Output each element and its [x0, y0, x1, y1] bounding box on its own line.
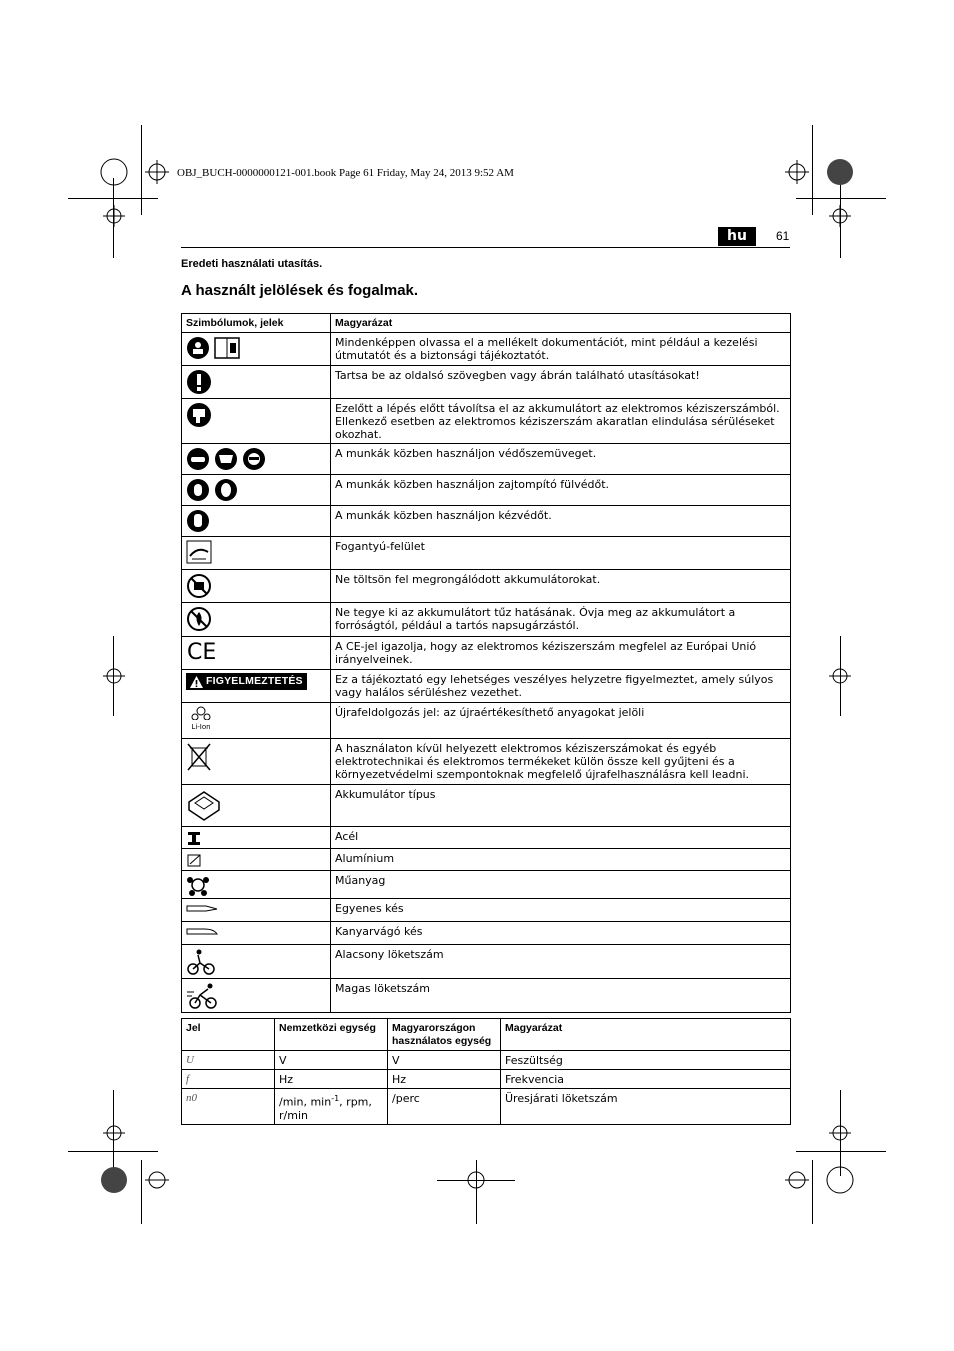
row-text: Akkumulátor típus	[331, 785, 791, 827]
grip-surface-icon	[186, 540, 212, 564]
recycling-liion-icon	[186, 706, 216, 731]
header-symbols: Szimbólumok, jelek	[182, 314, 331, 333]
cell-meaning: Frekvencia	[501, 1070, 791, 1089]
ear-protection-icon-2	[214, 478, 238, 502]
row-text: Ezelőtt a lépés előtt távolítsa el az akkumulátort az elektromos kéziszerszámból. Ellenkező esetben az elektromos kéziszerszám akaratlan elindulása sérüléseket okozhat.	[331, 399, 791, 444]
low-speed-bike-icon	[186, 948, 216, 976]
cell-hungarian: V	[388, 1051, 501, 1070]
international-unit-a: /min, min	[279, 1095, 332, 1109]
plastic-pvc-icon	[186, 874, 210, 896]
row-text: A használaton kívül helyezett elektromos kéziszerszámokat és egyéb elektrotechnikai és elektromos termékeket külön össze kell gyűjteni és a környezetvédelmi szempontoknak megfelelő újrafelhasználásra kell leadni.	[331, 739, 791, 785]
row-text: A CE-jel igazolja, hogy az elektromos kéziszerszám megfelel az Európai Unió irányelveinek.	[331, 637, 791, 670]
table-row	[182, 849, 791, 871]
crossed-bin-icon	[186, 742, 212, 772]
remove-battery-icon	[186, 402, 212, 428]
row-text: Fogantyú-felület	[331, 537, 791, 570]
header-rule	[181, 247, 790, 248]
table-row	[182, 739, 791, 785]
ce-mark-icon	[186, 640, 216, 662]
row-text: Mindenképpen olvassa el a mellékelt dokumentációt, mint például a kezelési útmutatót és a biztonsági tájékoztatót.	[331, 333, 791, 366]
table-row	[182, 899, 791, 922]
gloves-icon	[186, 509, 210, 533]
table-row	[182, 637, 791, 670]
page-number: 61	[776, 229, 790, 243]
book-info-line: OBJ_BUCH-0000000121-001.book Page 61 Friday, May 24, 2013 9:52 AM	[177, 167, 514, 179]
row-text: A munkák közben használjon védőszemüveget.	[331, 444, 791, 475]
table-row	[182, 827, 791, 849]
no-fire-icon	[186, 606, 212, 632]
read-manual-icon	[186, 336, 210, 360]
cell-hungarian: Hz	[388, 1070, 501, 1089]
row-text: Tartsa be az oldalsó szövegben vagy ábrán található utasításokat!	[331, 366, 791, 399]
table-header-row	[182, 1019, 791, 1051]
international-unit-sup: -1	[331, 1094, 340, 1103]
row-text: Alacsony löketszám	[331, 945, 791, 979]
cell-international: V	[275, 1051, 388, 1070]
row-text: Újrafeldolgozás jel: az újraértékesíthető anyagokat jelöli	[331, 703, 791, 739]
symbols-table	[181, 313, 791, 1013]
row-text: Egyenes kés	[331, 899, 791, 922]
row-text: Ne töltsön fel megrongálódott akkumulátorokat.	[331, 570, 791, 603]
table-row	[182, 333, 791, 366]
high-speed-bike-icon	[186, 982, 220, 1010]
header-hungarian: Magyarországon használatos egység	[388, 1019, 501, 1051]
table-row	[182, 785, 791, 827]
aluminium-icon	[186, 852, 204, 868]
language-tab: hu	[718, 227, 756, 246]
header-meaning: Magyarázat	[331, 314, 791, 333]
header-meaning: Magyarázat	[501, 1019, 791, 1051]
section-title: A használt jelölések és fogalmak.	[181, 282, 419, 299]
table-row	[182, 475, 791, 506]
cell-symbol: f	[182, 1070, 275, 1089]
table-row	[182, 922, 791, 945]
table-row	[182, 399, 791, 444]
international-unit-b: , rpm,	[339, 1095, 372, 1109]
document-subtitle: Eredeti használati utasítás.	[181, 258, 323, 270]
goggles-icon-3	[242, 447, 266, 471]
exclamation-icon	[186, 369, 212, 395]
table-row	[182, 1051, 791, 1070]
ear-protection-icon-1	[186, 478, 210, 502]
row-text: Ez a tájékoztató egy lehetséges veszélyes helyzetre figyelmeztet, amely súlyos vagy halálos sérüléshez vezethet.	[331, 670, 791, 703]
warning-label: FIGYELMEZTETÉS	[206, 675, 303, 687]
row-text: Ne tegye ki az akkumulátort tűz hatásának. Óvja meg az akkumulátort a forróságtól, például a tartós napsugárzástól.	[331, 603, 791, 637]
battery-pack-icon	[186, 788, 222, 822]
table-header-row	[182, 314, 791, 333]
svg-text:CE: CE	[187, 640, 216, 662]
table-row	[182, 603, 791, 637]
table-row	[182, 979, 791, 1013]
table-row	[182, 670, 791, 703]
cell-symbol: n0	[182, 1089, 275, 1125]
warning-badge	[186, 673, 307, 690]
cell-symbol: U	[182, 1051, 275, 1070]
row-text: Műanyag	[331, 871, 791, 899]
international-unit-c: r/min	[279, 1108, 308, 1122]
row-text: Magas löketszám	[331, 979, 791, 1013]
table-row	[182, 444, 791, 475]
row-text: Alumínium	[331, 849, 791, 871]
goggles-icon-2	[214, 447, 238, 471]
header-symbol: Jel	[182, 1019, 275, 1051]
recycling-arrows-icon	[188, 706, 214, 720]
row-text: A munkák közben használjon zajtompító fülvédőt.	[331, 475, 791, 506]
table-row	[182, 537, 791, 570]
table-row	[182, 570, 791, 603]
curved-knife-icon	[186, 925, 218, 937]
table-row	[182, 945, 791, 979]
book-icon	[214, 336, 240, 360]
warning-triangle-icon	[190, 676, 203, 688]
cell-hungarian: /perc	[388, 1089, 501, 1125]
row-text: A munkák közben használjon kézvédőt.	[331, 506, 791, 537]
cell-meaning: Feszültség	[501, 1051, 791, 1070]
cell-international	[275, 1089, 388, 1125]
straight-knife-icon	[186, 902, 218, 914]
goggles-icon-1	[186, 447, 210, 471]
row-text: Acél	[331, 827, 791, 849]
liion-label: Li-Ion	[191, 723, 211, 731]
table-row	[182, 366, 791, 399]
row-text: Kanyarvágó kés	[331, 922, 791, 945]
table-row	[182, 1089, 791, 1125]
steel-icon	[186, 830, 204, 846]
no-damaged-battery-icon	[186, 573, 212, 599]
cell-meaning: Üresjárati löketszám	[501, 1089, 791, 1125]
table-row	[182, 703, 791, 739]
table-row	[182, 506, 791, 537]
cell-international: Hz	[275, 1070, 388, 1089]
units-table	[181, 1018, 791, 1125]
table-row	[182, 1070, 791, 1089]
header-international: Nemzetközi egység	[275, 1019, 388, 1051]
table-row	[182, 871, 791, 899]
